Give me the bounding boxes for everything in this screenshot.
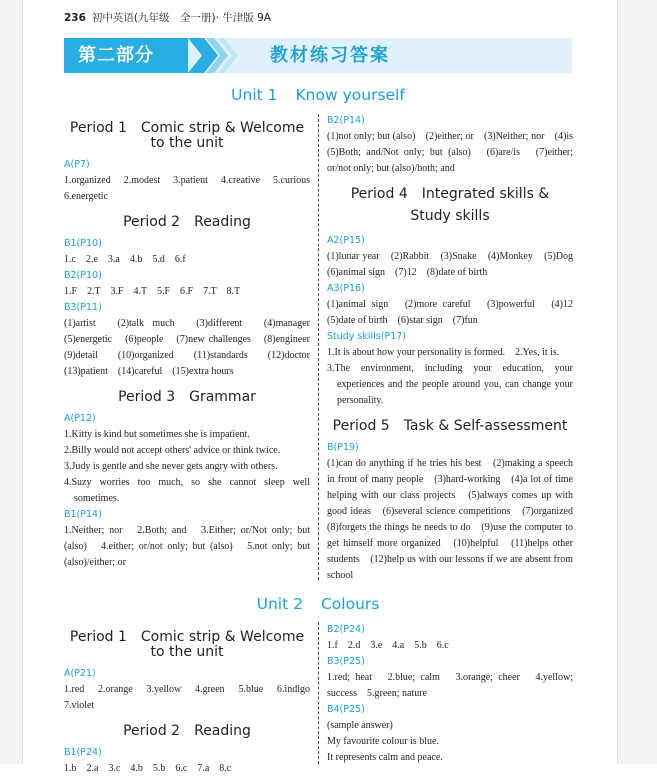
- unit-1-heading: [64, 86, 572, 104]
- section-label: B3(P11): [64, 302, 102, 313]
- section-label: A(P7): [64, 159, 90, 170]
- answer-item: 3.Judy is gentle and she never gets angry with others.: [64, 461, 278, 472]
- left-page-margin: [0, 0, 23, 764]
- page-number: 236: [64, 12, 86, 24]
- period-title: Period 2 Reading: [123, 214, 251, 230]
- answer-text: 1.f 2.d 3.e 4.a 5.b 6.c: [327, 640, 449, 651]
- section-label: A2(P15): [327, 235, 365, 246]
- answer-text: 1.b 2.a 3.c 4.b 5.b 6.c 7.a 8.c: [64, 763, 232, 774]
- period-title: Period 1 Comic strip & Welcome to the unit: [69, 120, 305, 151]
- answer-item: My favourite colour is blue.: [327, 736, 439, 747]
- answer-item: (sample answer): [327, 720, 393, 731]
- unit-1-right-column: [327, 113, 583, 584]
- section-label: B2(P24): [327, 624, 365, 635]
- answer-text: (1)animal sign (2)more careful (3)powerful (4)12 (5)date of birth (6)star sign (7)fun: [327, 299, 583, 326]
- answer-text: 1.F 2.T 3.F 4.T 5.F 6.F 7.T 8.T: [64, 286, 241, 297]
- section-label: B(P19): [327, 442, 359, 453]
- section-label: B2(P14): [327, 115, 365, 126]
- unit-label: Unit 1: [231, 86, 278, 104]
- section-label: A(P12): [64, 413, 96, 424]
- answer-text: 1.red; heat 2.blue; calm 3.orange; cheer 4.yellow; success 5.green; nature: [327, 672, 573, 699]
- book-title: 初中英语(九年级 全一册)· 牛津版 9A: [91, 12, 271, 24]
- unit-2-right-column: [327, 622, 573, 766]
- answer-text: (1)lunar year (2)Rabbit (3)Snake (4)Monkey (5)Dog (6)animal sign (7)12 (8)date of birth: [327, 251, 583, 278]
- answer-text: (1)artist (2)talk much (3)different (4)manager (5)energetic (6)people (7)new challenges (8)engineer (9)detail (10)organized (11)standards (12)doctor (13)patient (14)careful (15)extra hours: [64, 318, 320, 377]
- answer-item: 2.Billy would not accept others' advice or think twice.: [64, 445, 281, 456]
- unit-2-heading: [64, 595, 572, 613]
- section-label: A3(P16): [327, 283, 365, 294]
- answer-item: 4.Suzy worries too much, so she cannot sleep well sometimes.: [64, 477, 310, 504]
- period-title: Period 3 Grammar: [118, 389, 256, 405]
- answer-text: 1.organized 2.modest 3.patient 4.creative 5.curious 6.energetic: [64, 175, 320, 202]
- section-label: B4(P25): [327, 704, 365, 715]
- period-title: Period 2 Reading: [123, 723, 251, 739]
- answer-text: (1)not only; but (also) (2)either; or (3)Neither; nor (4)is (5)Both; and/Not only; but (also) (6)are/is (7)either; or/not only; but (also)/both; and: [327, 131, 583, 174]
- unit-2-left-column: [64, 629, 320, 777]
- section-label: B1(P24): [64, 747, 102, 758]
- answer-text: 1.c 2.e 3.a 4.b 5.d 6.f: [64, 254, 186, 265]
- period-title: Period 1 Comic strip & Welcome to the unit: [69, 629, 305, 660]
- section-label: B1(P10): [64, 238, 102, 249]
- chevron-decoration-icon: [184, 38, 264, 73]
- answer-text: 1.Neither; nor 2.Both; and 3.Either; or/Not only; but (also) 4.either; or/not only; but (also) 5.not only; but (also)/either; or: [64, 525, 310, 568]
- period-title: Period 5 Task & Self-assessment: [332, 418, 568, 434]
- section-label: B1(P14): [64, 509, 102, 520]
- section-label: Study skills(P17): [327, 331, 406, 342]
- unit-name: Know yourself: [295, 86, 405, 104]
- answer-text: (1)can do anything if he tries his best (2)making a speech in front of many people (3)hard-working (4)a lot of time helping with our class projects (5)always comes up with good ideas (6)several science competitions (7)organized (8)forgets the things he needs to do (9)use the computer to get himself more organized (10)helpful (11)helps other students (12)help us with our lessons if we are absent from school: [327, 458, 583, 581]
- unit-name: Colours: [320, 595, 380, 613]
- answer-item: 1.Kitty is kind but sometimes she is impatient.: [64, 429, 250, 440]
- answer-text: 1.red 2.orange 3.yellow 4.green 5.blue 6.indigo 7.violet: [64, 684, 320, 711]
- section-banner: [64, 38, 572, 73]
- answer-item: It represents calm and peace.: [327, 752, 443, 763]
- right-page-margin: [617, 0, 657, 764]
- running-head: [64, 10, 271, 25]
- period-title: Period 4 Integrated skills & Study skills: [350, 186, 550, 224]
- section-label: B2(P10): [64, 270, 102, 281]
- answer-item: 1.It is about how your personality is formed. 2.Yes, it is.: [327, 347, 560, 358]
- section-label: A(P21): [64, 668, 96, 679]
- banner-tab: 第二部分: [64, 38, 188, 73]
- banner-title: 教材练习答案: [270, 45, 390, 66]
- unit-1-left-column: [64, 120, 320, 571]
- section-label: B3(P25): [327, 656, 365, 667]
- unit-label: Unit 2: [256, 595, 303, 613]
- answer-item: 3.The environment, including your education, your experiences and the people around you, can change your personality.: [327, 363, 573, 406]
